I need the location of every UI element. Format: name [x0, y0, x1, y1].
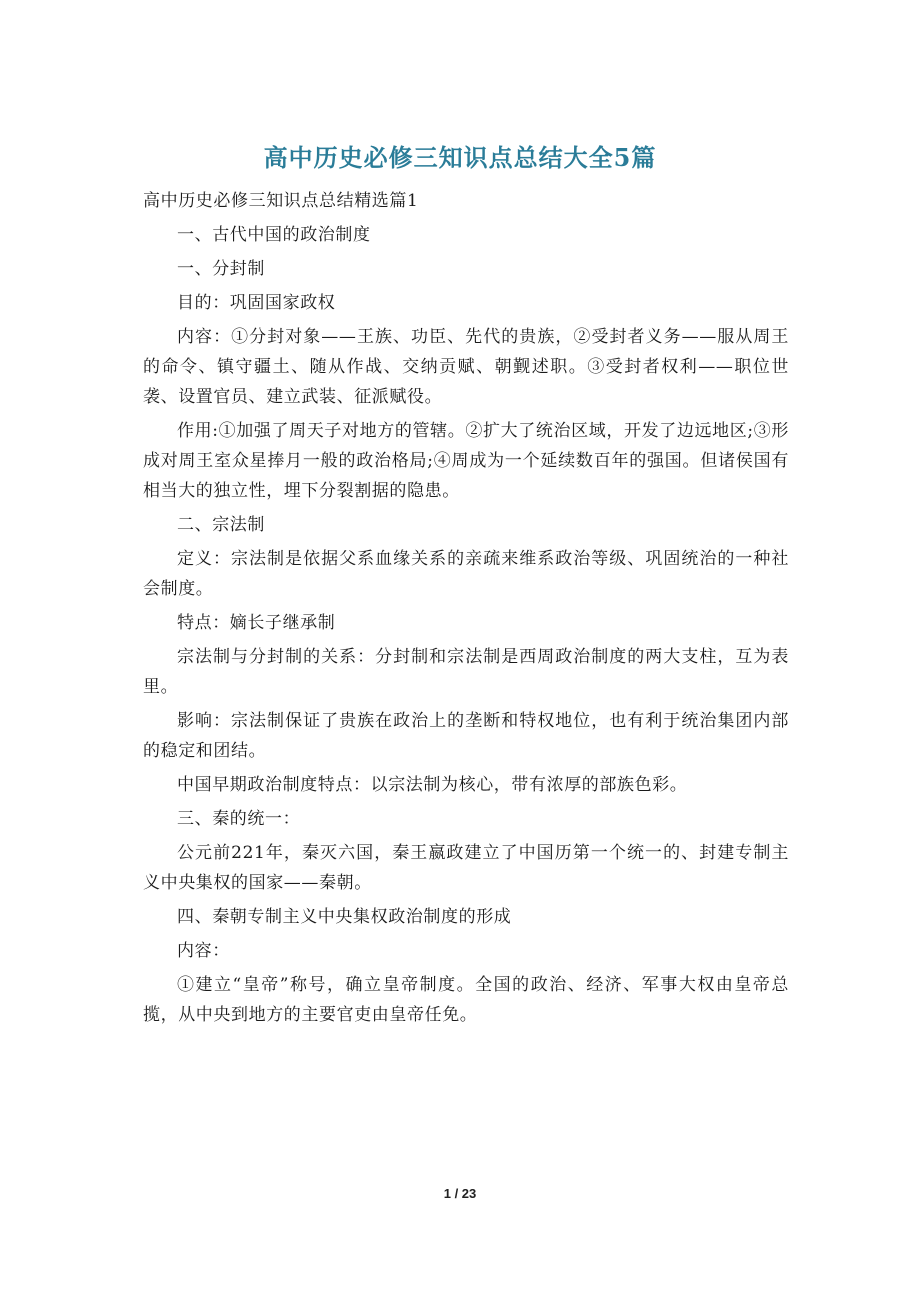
paragraph: 作用:①加强了周天子对地方的管辖。②扩大了统治区域，开发了边远地区;③形成对周王室众星捧月一般的政治格局;④周成为一个延续数百年的强国。但诸侯国有相当大的独立性，埋下分裂割据的隐患。: [143, 421, 789, 501]
document-body: [143, 186, 789, 1034]
paragraph: 公元前221年，秦灭六国，秦王嬴政建立了中国历第一个统一的、封建专制主义中央集权的国家——秦朝。: [143, 843, 789, 893]
paragraph: 二、宗法制: [177, 515, 265, 535]
paragraph: 一、分封制: [177, 259, 265, 279]
paragraph: 目的：巩固国家政权: [177, 293, 336, 313]
paragraph: 一、古代中国的政治制度: [177, 225, 371, 245]
paragraph: 内容：①分封对象——王族、功臣、先代的贵族，②受封者义务——服从周王的命令、镇守疆土、随从作战、交纳贡赋、朝觐述职。③受封者权利——职位世袭、设置官员、建立武装、征派赋役。: [143, 327, 789, 407]
paragraph: 定义：宗法制是依据父系血缘关系的亲疏来维系政治等级、巩固统治的一种社会制度。: [143, 549, 789, 599]
paragraph: 四、秦朝专制主义中央集权政治制度的形成: [177, 907, 512, 927]
paragraph: 影响：宗法制保证了贵族在政治上的垄断和特权地位，也有利于统治集团内部的稳定和团结。: [143, 711, 789, 761]
paragraph: ①建立“皇帝”称号，确立皇帝制度。全国的政治、经济、军事大权由皇帝总揽，从中央到地方的主要官吏由皇帝任免。: [143, 975, 789, 1025]
paragraph: 宗法制与分封制的关系：分封制和宗法制是西周政治制度的两大支柱，互为表里。: [143, 647, 789, 697]
page-number: 1 / 23: [443, 1186, 477, 1201]
paragraph: 三、秦的统一：: [177, 809, 301, 829]
paragraph: 特点：嫡长子继承制: [177, 613, 336, 633]
paragraph: 内容：: [177, 941, 230, 961]
document-title: 高中历史必修三知识点总结大全5篇: [263, 143, 657, 172]
section-heading: 高中历史必修三知识点总结精选篇1: [143, 191, 419, 211]
paragraph: 中国早期政治制度特点：以宗法制为核心，带有浓厚的部族色彩。: [177, 775, 688, 795]
